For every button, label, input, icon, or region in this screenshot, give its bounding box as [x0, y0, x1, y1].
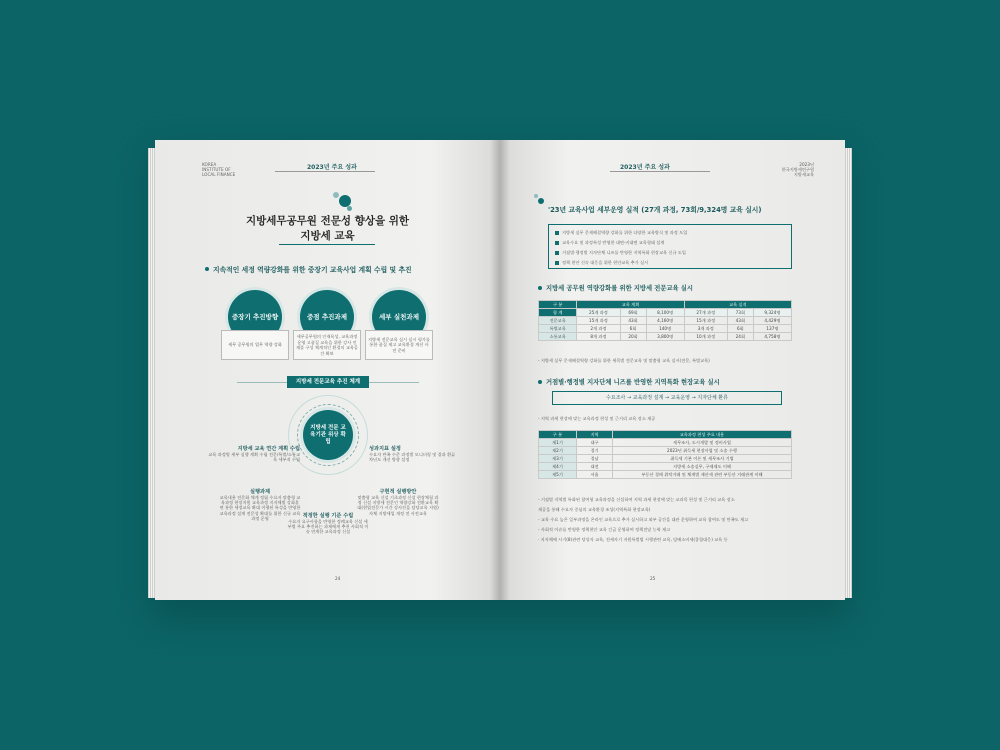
- table-cell: 8개 과정: [577, 333, 620, 341]
- note-text: - 지역 과세 현장에 맞는 교육과정 편성 및 근거리 교육 장소 제공: [538, 416, 656, 421]
- table-cell: 69회: [620, 309, 646, 317]
- table-cell: 140명: [646, 325, 684, 333]
- table-row: [539, 333, 792, 341]
- table-row: [539, 325, 792, 333]
- item-title: 적정한 실행 기준 수립: [302, 513, 354, 519]
- section-heading: 지방세 공무원 역량강화를 위한 지방세 전문교육 실시: [546, 285, 693, 292]
- table-cell: 137명: [753, 325, 791, 333]
- check-text: 지방세 실무 문제해결역량 강화를 위한 다양한 교육방식 및 과정 도입: [562, 230, 688, 235]
- circle-task: 중점 추진과제: [300, 290, 354, 344]
- table-cell: 73회: [727, 309, 753, 317]
- title-line: 지방세 교육: [300, 230, 355, 242]
- right-page-edges: [844, 148, 852, 598]
- bullet-icon: [205, 267, 209, 271]
- table-header: 교육과정 편성 주요 내용: [613, 431, 792, 439]
- table-header: 교육 계획: [577, 301, 684, 309]
- rule: [237, 382, 287, 383]
- check-item: [555, 228, 785, 238]
- book-gutter: [490, 140, 510, 600]
- header-rule: [275, 171, 375, 172]
- table-header: 교육 실적: [684, 301, 791, 309]
- section-heading: '23년 교육사업 세부운영 실적 (27개 과정, 73회/9,324명 교육 실시): [548, 206, 762, 214]
- item-title: 실행과제: [249, 489, 271, 495]
- table-cell: 2023년 취득세 현장사업 및 소송 수행: [613, 447, 792, 455]
- check-item: [555, 258, 785, 268]
- table-cell: 4,758명: [753, 333, 791, 341]
- right-org: [778, 162, 814, 178]
- section-heading: 거점별·행정별 지자단체 니즈를 반영한 지역특화 현장교육 실시: [546, 379, 720, 386]
- item-desc: 수요자 요구사항을 반영한 정례교육 신설 세부별 주요 추진하는 과제에게 추천 사회적 이슈 연계한 교육과정 신설: [287, 519, 369, 535]
- rule: [369, 382, 419, 383]
- bullet-icon: [538, 198, 544, 204]
- item-desc: 교육 과정별 세부 실행 계획 수립 전문/특별/소통교육 세부적 수립: [208, 452, 300, 463]
- table-row: [539, 471, 792, 479]
- table-cell: 대구: [577, 439, 613, 447]
- table-cell: 경남: [577, 455, 613, 463]
- table-cell: 43회: [620, 317, 646, 325]
- org-line: 2023년: [799, 162, 814, 167]
- table-cell: 세무조사, 도시개발 및 정비사업: [613, 439, 792, 447]
- check-text: 정책 현안 신속 대응을 위한 현안교육 추가 실시: [562, 260, 649, 265]
- table-cell: 전문교육: [539, 317, 577, 325]
- table-cell: 10개 과정: [684, 333, 727, 341]
- table-cell: 15개 과정: [684, 317, 727, 325]
- check-item: [555, 238, 785, 248]
- item-desc: 교육내용 전문화 체계 정립 수요자 맞춤형 교육과정 현장지원 교육과정 지자체별 강화훈련 통한 세정교육 확대 이행된 특성을 반영한 교육과정 설계 전문성 확대를 위한 신규 교육과정 운영: [219, 495, 301, 521]
- org-line: INSTITUTE OF: [202, 167, 231, 173]
- table-row: [539, 317, 792, 325]
- table-cell: 8,100명: [646, 309, 684, 317]
- table-cell: 15개 과정: [577, 317, 620, 325]
- table-row: [539, 455, 792, 463]
- table-cell: 제4기: [539, 463, 577, 471]
- check-text: 거점별·행정별 지자단체 니즈를 반영한 지역특화 현장교육 신규 도입: [562, 250, 686, 255]
- table-cell: 대전: [577, 463, 613, 471]
- table-cell: 제1기: [539, 439, 577, 447]
- checkbox-icon: [555, 241, 559, 245]
- regional-table: [538, 430, 792, 479]
- page-header: 2023년 주요 성과: [307, 164, 357, 171]
- check-text: 교육수요 및 과정특성 반영한 대면·비대면 교육형태 설계: [562, 240, 665, 245]
- bullet-list: [538, 495, 800, 545]
- checkbox-icon: [555, 261, 559, 265]
- table-cell: 부동산 경매 위탁거래 및 체계별 재산세 관련 부동산 거래관계 이해: [613, 471, 792, 479]
- org-name: [202, 162, 235, 178]
- table-header-row: [539, 301, 792, 309]
- system-label: 지방세 전문교육 추진 체계: [287, 376, 369, 388]
- table-row: [539, 439, 792, 447]
- item-plan: [205, 445, 300, 462]
- checkbox-icon: [555, 231, 559, 235]
- bullet-line: - 교육 수요 높은 일부과정을 온라인 교육으로 추가 실시하고 외부 공간을 대관 운영하여 교육 참여도 및 만족도 제고: [538, 517, 749, 522]
- table-cell: 제3기: [539, 455, 577, 463]
- table-cell: 3개 과정: [684, 325, 727, 333]
- table-cell: 6회: [620, 325, 646, 333]
- bullet-icon: [534, 194, 538, 198]
- table-cell: 합 계: [539, 309, 577, 317]
- page-number: 25: [650, 576, 656, 581]
- item-criteria: [287, 512, 369, 535]
- item-title: 성과지표 설정: [369, 446, 401, 452]
- table-cell: 3,800명: [646, 333, 684, 341]
- bullet-line: · 지자체에 시기(8)관련 당상자 교육, 전세사기 지원특별법 시행관련 교육, 담배소비세(종합대응) 교육 등: [538, 537, 728, 542]
- table-cell: 25개 과정: [577, 309, 620, 317]
- center-circle: 지방세 전문 교육기관 위상 확립: [303, 410, 353, 460]
- section-heading: 지속적인 세정 역량강화를 위한 중장기 교육사업 계획 수립 및 추진: [213, 266, 412, 274]
- org-line: KOREA: [202, 162, 217, 167]
- table-row: [539, 463, 792, 471]
- training-table: [538, 300, 792, 341]
- table-cell: 20회: [620, 333, 646, 341]
- page-title: [155, 214, 500, 244]
- table-header: 구 분: [539, 431, 577, 439]
- item-title: 구현적 실행방안: [379, 489, 417, 495]
- checkbox-icon: [555, 251, 559, 255]
- page-header: 2023년 주요 성과: [620, 164, 670, 171]
- table-row: [539, 447, 792, 455]
- deco-dot-icon: [333, 192, 339, 198]
- bullet-icon: [538, 286, 542, 290]
- check-item: [555, 248, 785, 258]
- item-desc: 맞춤형 교육 신설 기초과정 신설 현장체험 과정 신설 지방세 전문인 역량강화 전환교육 확대(현업전문가 시간 강사진을 담당교육 지원) 자체 지방세입 개정 전 사전교육: [357, 495, 439, 516]
- title-line: 지방세무공무원 전문성 향상을 위한: [245, 215, 410, 227]
- table-header: 지역: [577, 431, 613, 439]
- table-row: [539, 309, 792, 317]
- left-page: [155, 140, 500, 600]
- note-text: - 지방세 실무 문제해결역량 강화를 위한 세목별 전문교육 및 맞춤형 교육 실시(전문, 특별교육): [538, 358, 710, 363]
- table-cell: 6회: [727, 325, 753, 333]
- table-cell: 경기: [577, 447, 613, 455]
- table-header: 구 분: [539, 301, 577, 309]
- table-cell: 특별교육: [539, 325, 577, 333]
- table-cell: 27개 과정: [684, 309, 727, 317]
- circle-direction: 중장기 추진방향: [228, 290, 282, 344]
- bullet-line: 제공을 통해 수요자 중심의 교육환경 조성(지역특화 현장교육): [538, 507, 651, 512]
- task-desc: 세무공무원의 인재육성, 교육과정 운영 고품질 교육을 위한 강사 인재풀 구성 체계적인 환경의 교육공간 확보: [293, 330, 361, 360]
- direction-desc: 세무 공무원의 업무 역량 강화: [221, 330, 289, 360]
- table-cell: 제2기: [539, 447, 577, 455]
- deco-dot-icon: [347, 206, 352, 211]
- bullet-line: - 거점별 지역별 특화된 참여형 교육과정을 신설하여 지역 과세 현장에 맞는 교과목 편성 및 근거리 교육 장소: [538, 497, 735, 502]
- org-line: LOCAL FINANCE: [202, 172, 236, 178]
- table-cell: 취득세 기본 이론 및 세무조사 기법: [613, 455, 792, 463]
- item-kpi: [369, 445, 459, 462]
- item-methods: [357, 488, 439, 516]
- org-line: 지방세교육: [793, 172, 814, 178]
- table-cell: 2개 과정: [577, 325, 620, 333]
- page-number: 24: [335, 576, 341, 581]
- table-header-row: [539, 431, 792, 439]
- bullet-line: - 사회적 이슈를 반영한 정책현안 교육 긴급 운영하여 정책전달 능력 제고: [538, 527, 671, 532]
- header-rule: [610, 171, 710, 172]
- title-underline: [279, 244, 375, 245]
- item-title: 지방세 교육 연간 계획 수립: [237, 446, 300, 452]
- table-cell: 43회: [727, 317, 753, 325]
- process-flow: 수요조사 → 교육과정 설계 → 교육운영 → 지자단체 환류: [552, 391, 782, 405]
- org-line: 한국지방세연구원: [781, 167, 814, 173]
- item-desc: 수요자 만족 수준 과정별 모니터링 및 결과 환류 차년도 개선 방향 설정: [369, 452, 456, 463]
- table-cell: 24회: [727, 333, 753, 341]
- checklist-box: [548, 224, 792, 269]
- action-desc: 지방세 전문교육 실시 실시 평가를 통한 품질 제고 교육환경 개선 사전 준비: [365, 330, 433, 360]
- table-cell: 제5기: [539, 471, 577, 479]
- bullet-icon: [538, 380, 542, 384]
- table-cell: 4,429명: [753, 317, 791, 325]
- table-cell: 9,324명: [753, 309, 791, 317]
- table-cell: 소통교육: [539, 333, 577, 341]
- table-cell: 4,160명: [646, 317, 684, 325]
- table-cell: 지방세 소송실무, 구제제도 이해: [613, 463, 792, 471]
- circle-action: 세부 실천과제: [372, 290, 426, 344]
- right-page: [500, 140, 845, 600]
- table-cell: 서울: [577, 471, 613, 479]
